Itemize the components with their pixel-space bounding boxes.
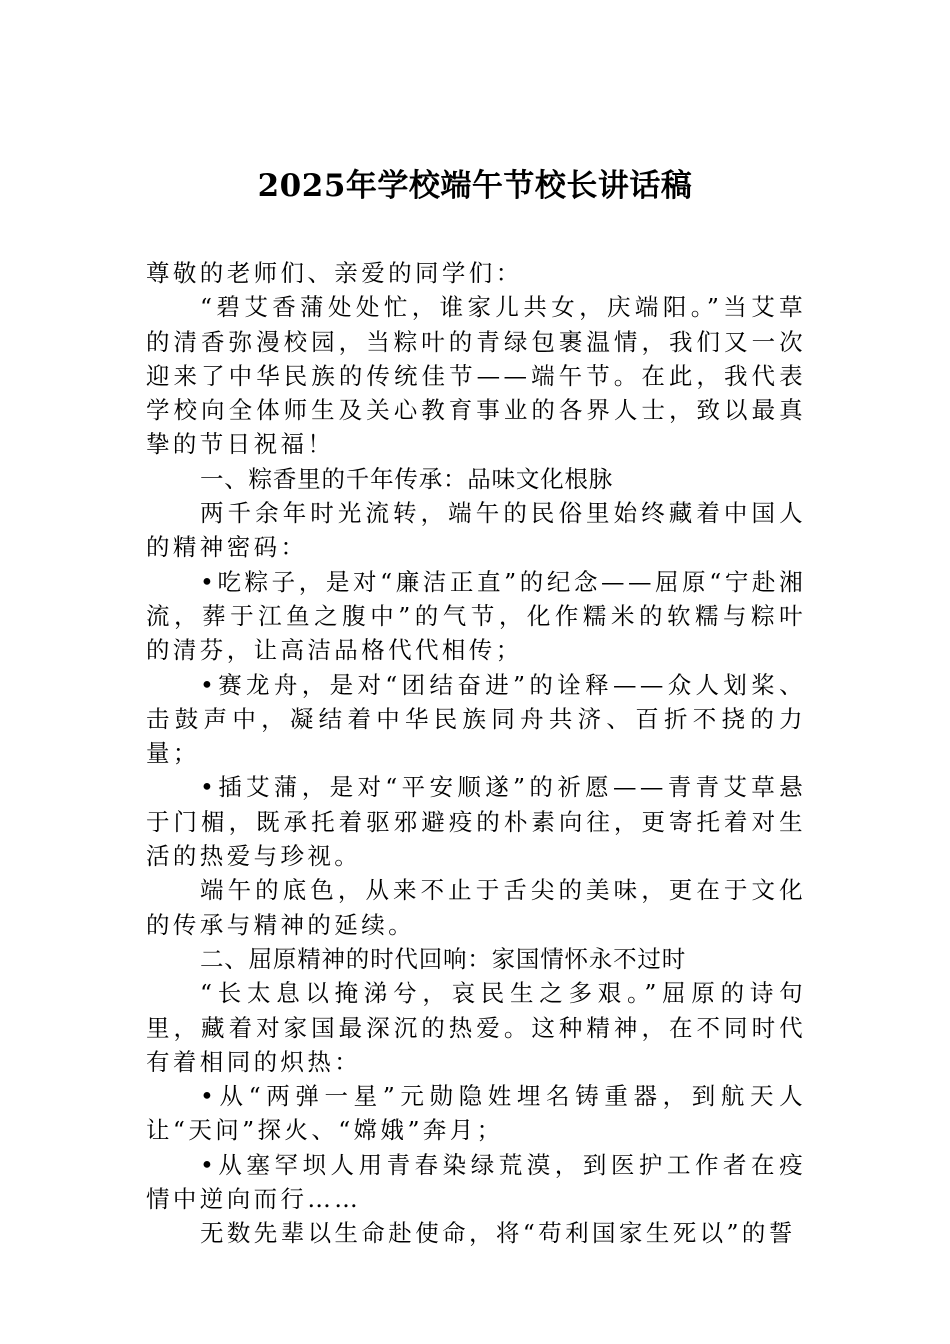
opening-paragraph: “碧艾香蒲处处忙，谁家儿共女，庆端阳。”当艾草的清香弥漫校园，当粽叶的青绿包裹温情，我们又一次迎来了中华民族的传统佳节——端午节。在此，我代表学校向全体师生及关心教育事业的各界人士，致以最真挚的节日祝福！ — [146, 293, 806, 459]
bullet-paragraph: •吃粽子，是对“廉洁正直”的纪念——屈原“宁赴湘流，葬于江鱼之腹中”的气节，化作糯米的软糯与粽叶的清芬，让高洁品格代代相传； — [146, 567, 806, 665]
section-heading-1: 一、粽香里的千年传承：品味文化根脉 — [200, 464, 614, 493]
bullet-paragraph: •赛龙舟，是对“团结奋进”的诠释——众人划桨、击鼓声中，凝结着中华民族同舟共济、百折不挠的力量； — [146, 670, 806, 768]
section-heading-2: 二、屈原精神的时代回响：家国情怀永不过时 — [200, 944, 686, 973]
body-paragraph: 两千余年时光流转，端午的民俗里始终藏着中国人的精神密码： — [146, 499, 806, 562]
document-body — [146, 256, 806, 1251]
bullet-paragraph: •从“两弹一星”元勋隐姓埋名铸重器，到航天人让“天问”探火、“嫦娥”奔月； — [146, 1082, 806, 1145]
bullet-paragraph: •插艾蒲，是对“平安顺遂”的祈愿——青青艾草悬于门楣，既承托着驱邪避疫的朴素向往，更寄托着对生活的热爱与珍视。 — [146, 773, 806, 871]
salutation-paragraph: 尊敬的老师们、亲爱的同学们： — [146, 259, 523, 287]
body-paragraph: 端午的底色，从来不止于舌尖的美味，更在于文化的传承与精神的延续。 — [146, 876, 806, 939]
body-paragraph: “长太息以掩涕兮，哀民生之多艰。”屈原的诗句里，藏着对家国最深沉的热爱。这种精神，在不同时代有着相同的炽热： — [146, 979, 806, 1076]
document-title: 2025年学校端午节校长讲话稿 — [257, 168, 693, 204]
body-paragraph: 无数先辈以生命赴使命，将“苟利国家生死以”的誓 — [200, 1219, 796, 1248]
bullet-paragraph: •从塞罕坝人用青春染绿荒漠，到医护工作者在疫情中逆向而行…… — [146, 1150, 806, 1214]
